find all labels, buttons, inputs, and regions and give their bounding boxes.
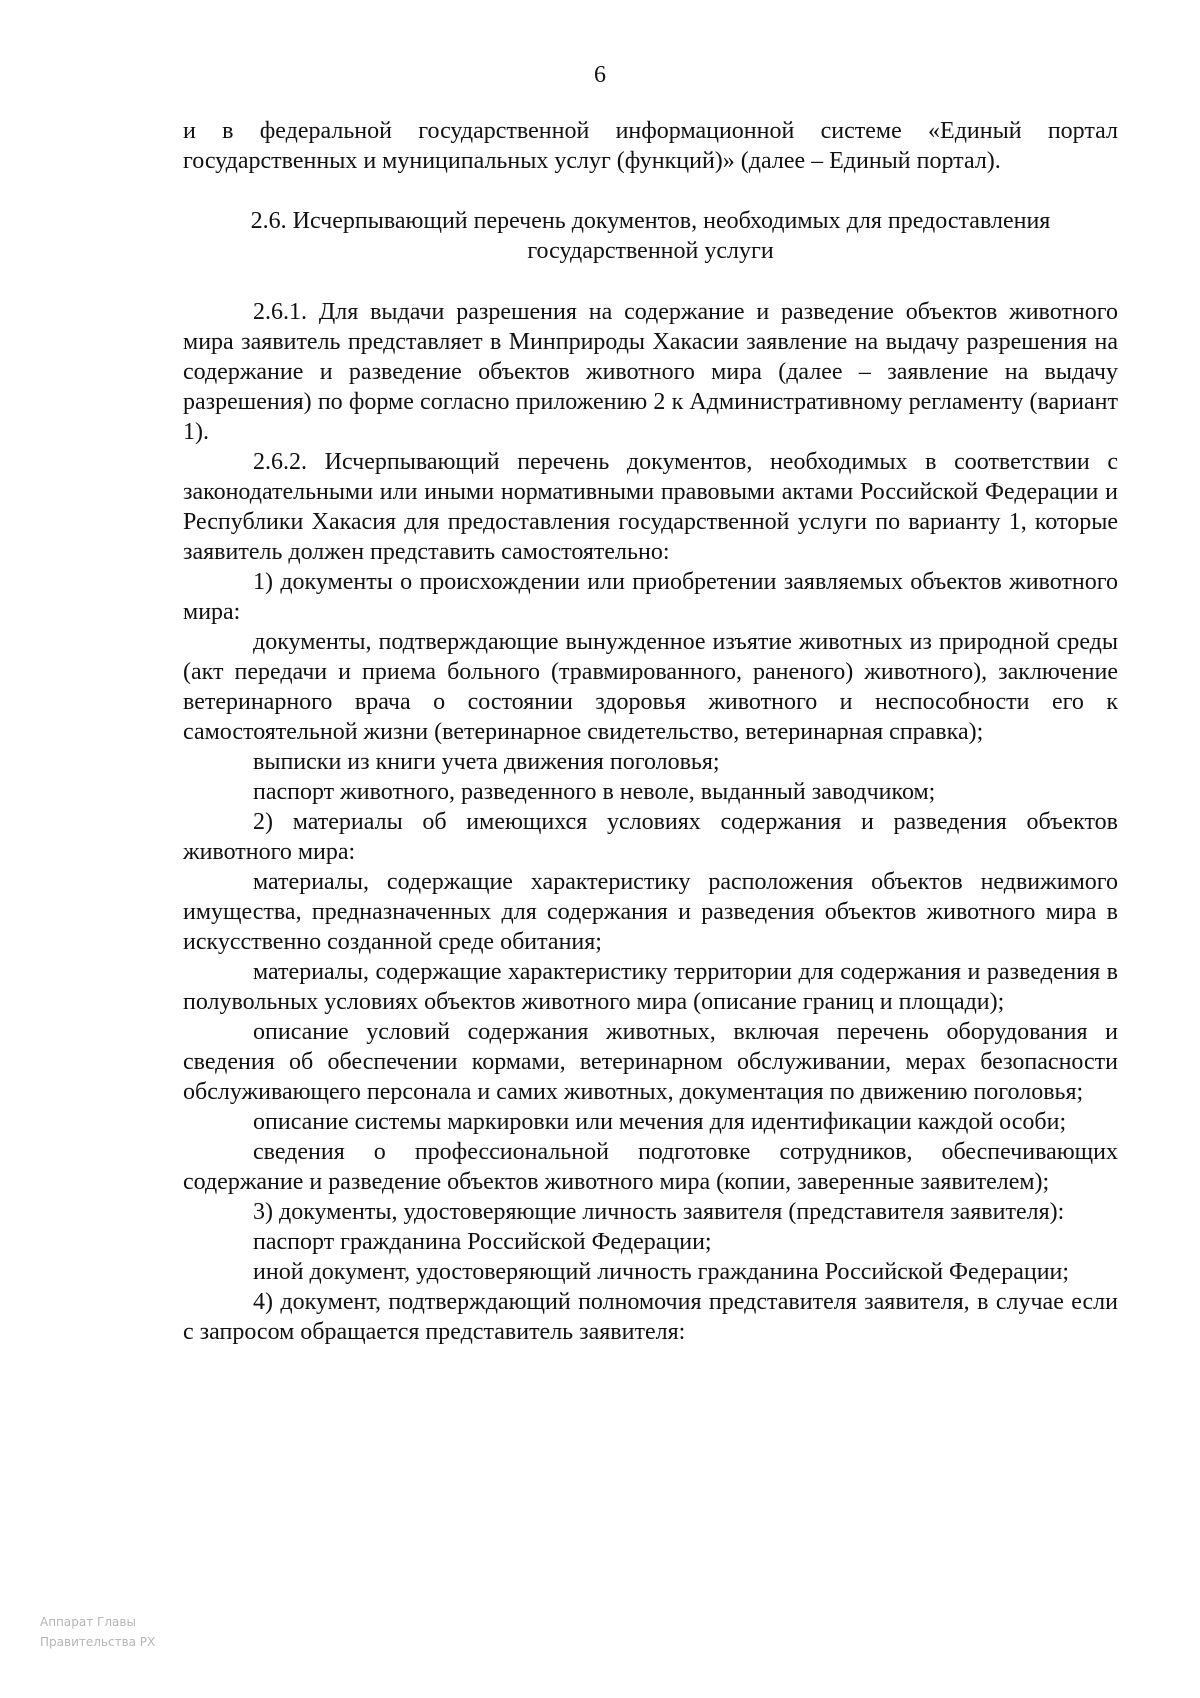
list-item: выписки из книги учета движения поголовья; [253, 749, 720, 775]
list-item: 1) документы о происхождении или приобретении заявляемых объектов животного мира: [183, 569, 1118, 625]
office-stamp [40, 1612, 155, 1652]
list-item: материалы, содержащие характеристику расположения объектов недвижимого имущества, предназначенных для содержания и разведения объектов животного мира в искусственно созданной среде обитания; [183, 869, 1118, 955]
list-item: иной документ, удостоверяющий личность гражданина Российской Федерации; [253, 1259, 1070, 1285]
list-item: описание системы маркировки или мечения для идентификации каждой особи; [253, 1109, 1067, 1135]
paragraph: 2.6.2. Исчерпывающий перечень документов, необходимых в соответствии с законодательными или иными нормативными правовыми актами Российской Федерации и Республики Хакасия для предоставления государственной услуги по варианту 1, которые заявитель должен представить самостоятельно: [183, 449, 1118, 565]
section-heading: 2.6. Исчерпывающий перечень документов, необходимых для предоставления государственной услуги [250, 208, 1051, 264]
list-item: сведения о профессиональной подготовке сотрудников, обеспечивающих содержание и разведение объектов животного мира (копии, заверенные заявителем); [183, 1139, 1118, 1195]
stamp-line: Аппарат Главы [40, 1615, 136, 1629]
stamp-line: Правительства РХ [40, 1635, 156, 1649]
list-item: 3) документы, удостоверяющие личность заявителя (представителя заявителя): [253, 1199, 1065, 1225]
paragraph: и в федеральной государственной информационной системе «Единый портал государственных и муниципальных услуг (функций)» (далее – Единый портал). [183, 118, 1118, 174]
paragraph: 2.6.1. Для выдачи разрешения на содержание и разведение объектов животного мира заявитель представляет в Минприроды Хакасии заявление на выдачу разрешения на содержание и разведение объектов животного мира (далее – заявление на выдачу разрешения) по форме согласно приложению 2 к Административному регламенту (вариант 1). [183, 299, 1118, 445]
list-item: паспорт гражданина Российской Федерации; [253, 1229, 712, 1255]
page-number: 6 [594, 62, 606, 88]
list-item: материалы, содержащие характеристику территории для содержания и разведения в полувольных условиях объектов животного мира (описание границ и площади); [183, 959, 1118, 1015]
list-item: паспорт животного, разведенного в неволе, выданный заводчиком; [253, 779, 936, 805]
list-item: описание условий содержания животных, включая перечень оборудования и сведения об обеспечении кормами, ветеринарном обслуживании, мерах безопасности обслуживающего персонала и самих животных, документация по движению поголовья; [183, 1019, 1118, 1105]
list-item: документы, подтверждающие вынужденное изъятие животных из природной среды (акт передачи и приема больного (травмированного, раненого) животного), заключение ветеринарного врача о состоянии здоровья животного и неспособности его к самостоятельной жизни (ветеринарное свидетельство, ветеринарная справка); [183, 629, 1118, 745]
document-body [183, 116, 1118, 1347]
list-item: 4) документ, подтверждающий полномочия представителя заявителя, в случае если с запросом обращается представитель заявителя: [183, 1289, 1118, 1345]
list-item: 2) материалы об имеющихся условиях содержания и разведения объектов животного мира: [183, 809, 1118, 865]
